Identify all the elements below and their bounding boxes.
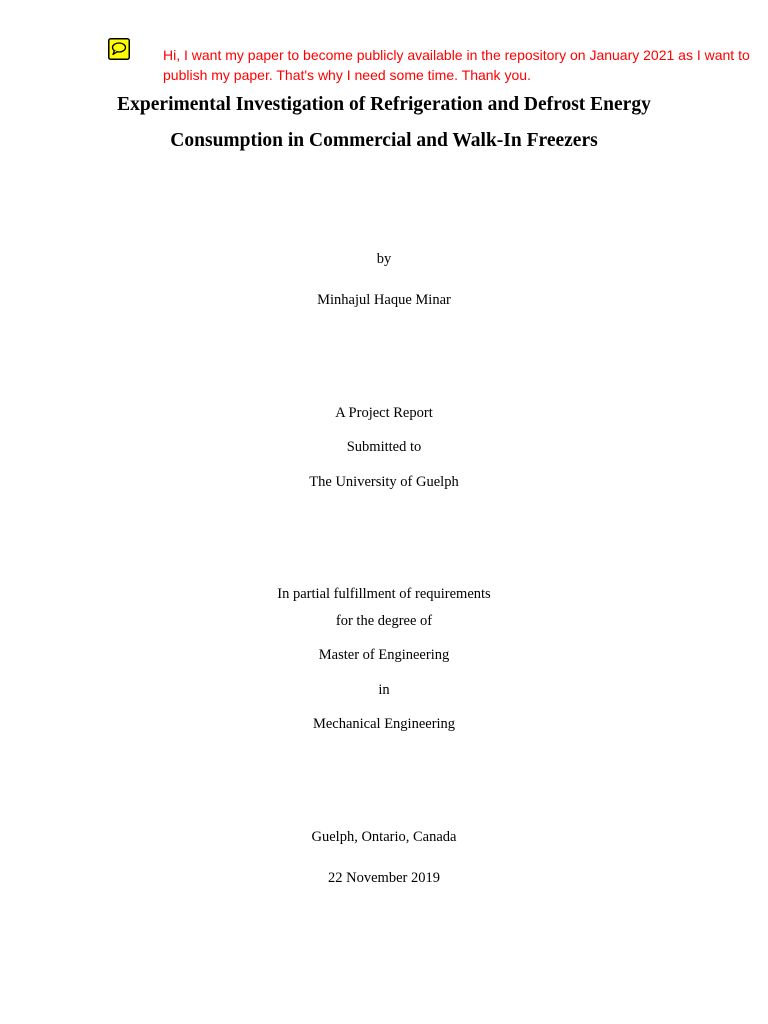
degree-name: Master of Engineering bbox=[318, 647, 450, 663]
comment-line-2: publish my paper. That's why I need some time. Thank you. bbox=[163, 67, 531, 83]
field-name: Mechanical Engineering bbox=[312, 716, 456, 732]
degree-of-line: for the degree of bbox=[335, 613, 433, 629]
in-label: in bbox=[378, 682, 390, 698]
comment-icon[interactable] bbox=[108, 38, 130, 60]
report-type: A Project Report bbox=[335, 405, 433, 421]
comment-annotation bbox=[163, 45, 763, 85]
institution-name: The University of Guelph bbox=[309, 474, 459, 490]
requirements-line: In partial fulfillment of requirements bbox=[277, 586, 491, 602]
document-title-line-2: Consumption in Commercial and Walk-In Freezers bbox=[170, 130, 598, 151]
comment-line-1: Hi, I want my paper to become publicly available in the repository on January 2021 as I want to bbox=[163, 47, 750, 63]
speech-bubble-icon bbox=[108, 38, 130, 60]
author-name: Minhajul Haque Minar bbox=[317, 292, 451, 308]
submitted-to-label: Submitted to bbox=[346, 439, 422, 455]
by-label: by bbox=[376, 251, 392, 267]
location-text: Guelph, Ontario, Canada bbox=[311, 829, 457, 845]
document-title-line-1: Experimental Investigation of Refrigeration and Defrost Energy bbox=[117, 94, 651, 115]
date-text: 22 November 2019 bbox=[328, 870, 440, 886]
